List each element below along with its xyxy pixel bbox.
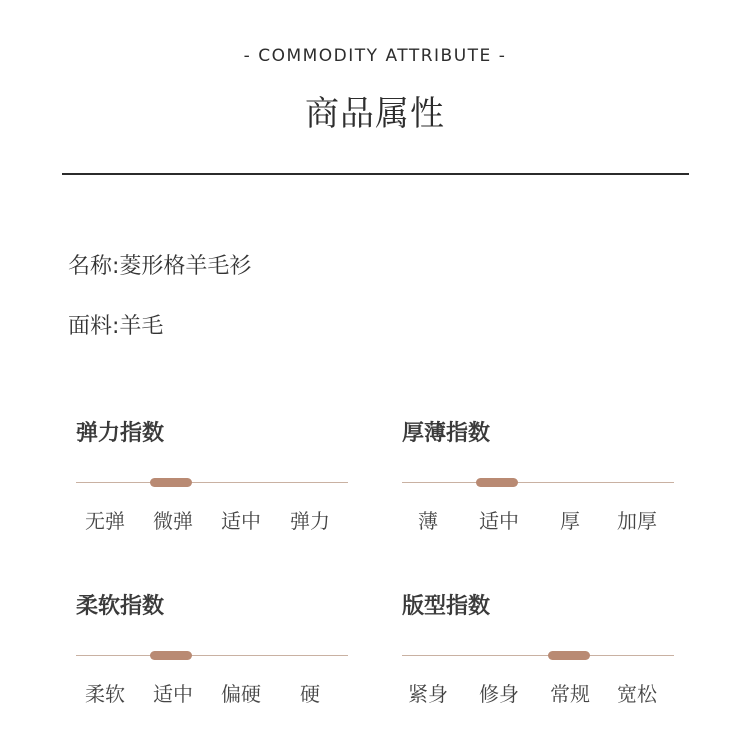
thickness-option: 加厚 — [617, 509, 657, 533]
thickness-option: 薄 — [418, 509, 438, 533]
thickness-track — [402, 482, 674, 483]
softness-option: 柔软 — [85, 682, 125, 706]
fit-index-title: 版型指数 — [402, 594, 491, 619]
fit-index — [402, 589, 674, 729]
elasticity-option: 微弹 — [153, 509, 193, 533]
softness-option: 偏硬 — [221, 682, 261, 706]
elasticity-option: 无弹 — [85, 509, 125, 533]
thickness-option: 厚 — [560, 509, 580, 533]
elasticity-index-title: 弹力指数 — [76, 421, 165, 446]
softness-option: 适中 — [153, 682, 193, 706]
elasticity-option: 适中 — [221, 509, 261, 533]
attribute-name: 名称:菱形格羊毛衫 — [68, 254, 252, 279]
softness-indicator — [150, 651, 192, 660]
thickness-indicator — [476, 478, 518, 487]
thickness-index — [402, 416, 674, 556]
elasticity-track — [76, 482, 348, 483]
fit-track — [402, 655, 674, 656]
fit-option: 常规 — [550, 682, 590, 706]
elasticity-index — [76, 416, 348, 556]
softness-index-title: 柔软指数 — [76, 594, 165, 619]
softness-track — [76, 655, 348, 656]
softness-option: 硬 — [300, 682, 320, 706]
elasticity-indicator — [150, 478, 192, 487]
thickness-option: 适中 — [479, 509, 519, 533]
softness-index — [76, 589, 348, 729]
thickness-index-title: 厚薄指数 — [402, 421, 491, 446]
section-subtitle: - COMMODITY ATTRIBUTE - — [243, 46, 507, 66]
fit-option: 修身 — [479, 682, 519, 706]
elasticity-option: 弹力 — [290, 509, 330, 533]
fit-option: 宽松 — [617, 682, 657, 706]
attribute-fabric: 面料:羊毛 — [68, 314, 164, 339]
divider — [62, 173, 689, 175]
fit-indicator — [548, 651, 590, 660]
page-title: 商品属性 — [305, 94, 445, 134]
fit-option: 紧身 — [408, 682, 448, 706]
